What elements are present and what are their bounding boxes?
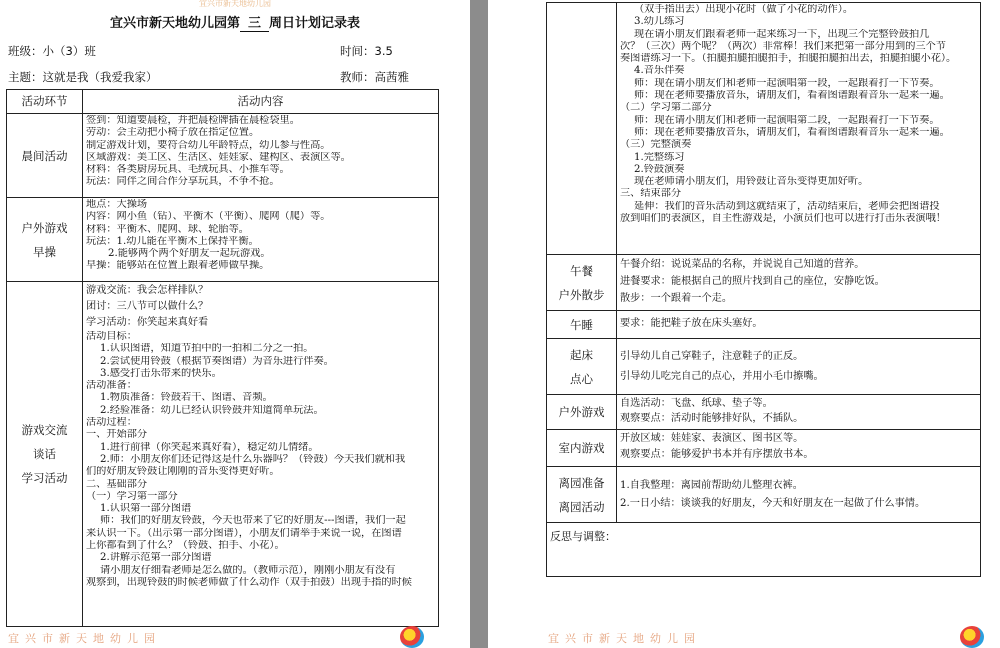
reflection-label: 反思与调整： <box>550 530 616 543</box>
leave-content: 1.自我整理：离园前帮助幼儿整理衣裤。 2.一日小结：谈谈我的好朋友，今天和好朋友在一起做了什么事情。 <box>617 467 981 523</box>
nap-content: 要求：能把鞋子放在床头塞好。 <box>617 311 981 339</box>
footer-text: 宜兴市新天地幼儿园 <box>548 632 701 645</box>
row-label-morning: 晨间活动 <box>7 114 83 198</box>
row-label-wake: 起床 点心 <box>547 339 617 395</box>
col-header-content: 活动内容 <box>83 90 439 114</box>
indoor-game-content: 开放区域：娃娃家、表演区、图书区等。 观察要点：能够爱护书本并有序摆放书本。 <box>617 430 981 467</box>
lunch-content: 午餐介绍：说说菜品的名称，并说说自己知道的营养。 进餐要求：能根据自己的照片找到自己的座位，安静吃饭。 散步：一个跟着一个走。 <box>617 255 981 311</box>
row-label-leave: 离园准备 离园活动 <box>547 467 617 523</box>
teacher-info: 教师：高茜雅 <box>340 70 409 84</box>
plan-table-continued <box>546 2 981 577</box>
row-label-outdoor-game: 户外游戏 <box>547 395 617 430</box>
theme-info: 主题：这就是我（我爱我家） <box>8 70 158 84</box>
row-label-nap: 午睡 <box>547 311 617 339</box>
row-label-lunch: 午餐 户外散步 <box>547 255 617 311</box>
reflection-section <box>547 523 981 577</box>
plan-table <box>6 89 439 627</box>
col-header-stage: 活动环节 <box>7 90 83 114</box>
learning-content-continued: （双手指出去）出现小花时（做了小花的动作）。 3.幼儿练习 现在请小朋友们跟着老师一起来练习一下，出现三个完整铃鼓拍几 次？（三次）两个呢？（两次）非常棒！我们来把第一部分用到的三个节 奏图谱练习一下。（拍腿拍腿拍腿拍手，拍腿拍腿拍出去，拍腿拍腿小花）。 4.音乐伴奏 师：现在请小朋友们和老师一起演唱第一段，一起跟着打一下节奏。 师：现在老师要播放音乐，请朋友们，看着图谱跟着音乐一起来一遍。 （二）学习第二部分 师：现在请小朋友们和老师一起演唱第二段，一起跟着打一下节奏。 师：现在老师要播放音乐，请朋友们，看着图谱跟着音乐一起来一遍。 （三）完整演奏 1.完整练习 2.铃鼓演奏 现在老师请小朋友们，用铃鼓让音乐变得更加好听。 三、结束部分 延伸：我们的音乐活动到这就结束了，活动结束后，老师会把图谱投 放到咱们的表演区，自主性游戏是，小演员们也可以进行打击乐表演哦！ <box>617 3 981 255</box>
class-info: 班级：小（3）班 <box>8 44 96 58</box>
footer-text: 宜兴市新天地幼儿园 <box>8 632 161 645</box>
row-label-indoor-game: 室内游戏 <box>547 430 617 467</box>
week-number: 三 <box>240 12 269 32</box>
document-page-1 <box>0 0 470 648</box>
school-logo-icon <box>960 626 984 648</box>
row-label-outdoor: 户外游戏 早操 <box>7 198 83 282</box>
row-label-learning: 游戏交流 谈话 学习活动 <box>7 282 83 627</box>
outdoor-content: 地点：大操场 内容：网小鱼（钻）、平衡木（平衡）、爬网（爬）等。 材料：平衡木、爬网、球、轮胎等。 玩法：1.幼儿能在平衡木上保持平衡。 2.能够两个两个好朋友一起玩游戏。 早操：能够站在位置上跟着老师做早操。 <box>83 198 439 282</box>
header-strip: 宜兴市新天地幼儿园 <box>199 0 271 8</box>
title-text-end: 周日计划记录表 <box>269 16 361 31</box>
time-info: 时间：3.5 <box>340 44 393 58</box>
morning-content: 签到：知道要晨检，并把晨检牌插在晨检袋里。 劳动：会主动把小椅子放在指定位置。 制定游戏计划，要符合幼儿年龄特点，幼儿参与性高。 区域游戏：美工区、生活区、娃娃家、建构区、表演区等。 材料：各类厨房玩具、毛绒玩具、小推车等。 玩法：同伴之间合作分享玩具，不争不抢。 <box>83 114 439 198</box>
wake-content: 引导幼儿自己穿鞋子，注意鞋子的正反。 引导幼儿吃完自己的点心，并用小毛巾擦嘴。 <box>617 339 981 395</box>
outdoor-game-content: 自选活动：飞盘、纸球、垫子等。 观察要点：活动时能够排好队，不插队。 <box>617 395 981 430</box>
page-title <box>0 12 470 32</box>
school-logo-icon <box>400 626 424 648</box>
title-text: 宜兴市新天地幼儿园第 <box>109 16 240 31</box>
learning-content: 游戏交流：我会怎样排队？ 团讨：三八节可以做什么？ 学习活动：你笑起来真好看 活动目标： 1.认识图谱，知道节拍中的一拍和二分之一拍。 2.尝试使用铃鼓（根据节奏图谱）为音乐进行伴奏。 3.感受打击乐带来的快乐。 活动准备： 1.物质准备：铃鼓若干、图谱、音频。 2.经验准备：幼儿已经认识铃鼓并知道简单玩法。 活动过程： 一、开始部分 1.进行前律（你笑起来真好看），稳定幼儿情绪。 2.师：小朋友你们还记得这是什么乐器吗？（铃鼓）今天我们就和我 们的好朋友铃鼓让刚刚的音乐变得更好听。 二、基础部分 （一）学习第一部分 1.认识第一部分图谱 师：我们的好朋友铃鼓，今天也带来了它的好朋友---图谱，我们一起 来认识一下。（出示第一部分图谱），小朋友们请举手来说一说，在图谱 上你都看到了什么？（铃鼓、拍手、小花）。 2.讲解示范第一部分图谱 请小朋友仔细看老师是怎么做的。（教师示范），刚刚小朋友有没有 观察到，出现铃鼓的时候老师做了什么动作（双手拍鼓）出现手指的时候 <box>83 282 439 627</box>
document-page-2 <box>488 0 1000 648</box>
